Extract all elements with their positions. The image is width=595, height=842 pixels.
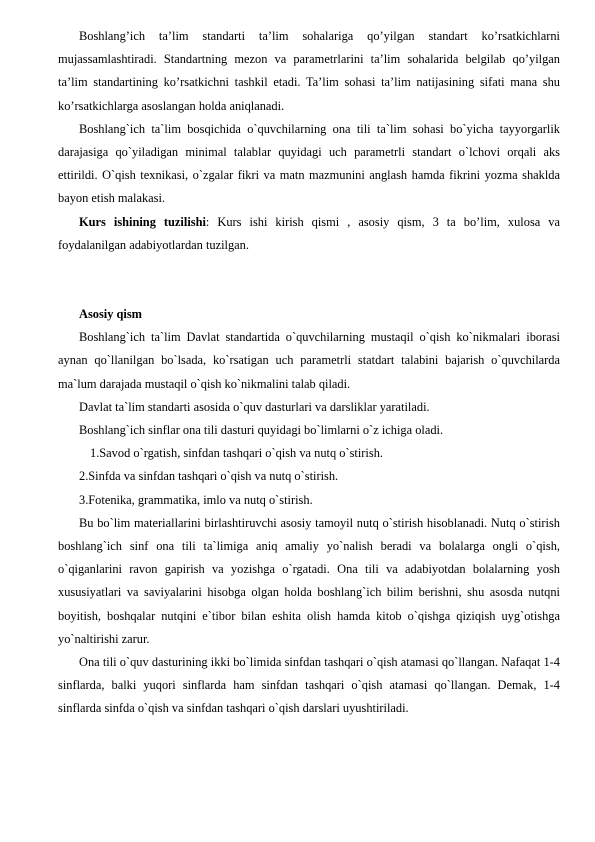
- document-page: [58, 25, 560, 721]
- paragraph-course-structure: [58, 211, 560, 257]
- course-structure-text: : Kurs ishi kirish qismi , asosiy qism, 3 ta bo’lim, xulosa va foydalanilgan adabiyotlardan tuzilgan.: [58, 214, 560, 252]
- paragraph-minimum-requirements: Boshlang`ich ta`lim bosqichida o`quvchilarning ona tili ta`lim sohasi bo`yicha tayyorgarlik darajasiga qo`yiladigan minimal talablar quyidagi uch parametrli standart o`lchovi orqali aks ettirildi. O`qish texnikasi, o`zgalar fikri va matn mazmunini anglash hamda fikrini yozma shaklda bayon etish malakasi.: [58, 121, 560, 206]
- list-item-2: 2.Sinfda va sinfdan tashqari o`qish va nutq o`stirish.: [79, 469, 339, 484]
- paragraph-standard-intro: Boshlang’ich ta’lim standarti ta’lim sohalariga qo’yilgan standart ko’rsatkichlarni mujassamlashtiradi. Standartning mezon va parametrlarini ta’lim sohalarida belgilab qo’yilgan ta’lim standartining ko’rsatkichni tashkil etadi. Ta’lim sohasi ta’lim natijasining sifati mana shu ko’rsatkichlarga asoslangan holda aniqlanadi.: [58, 29, 560, 113]
- paragraph-curricula: Davlat ta`lim standarti asosida o`quv dasturlari va darsliklar yaratiladi.: [79, 399, 430, 414]
- paragraph-independent-reading: Boshlang`ich ta`lim Davlat standartida o`quvchilarning mustaqil o`qish ko`nikmalari iborasi aynan qo`llanilgan bo`lsada, ko`rsatigan uch parametrli statdart talabini bajarish o`quvchilarda ma`lum darajada mustaqil o`qish ko`nikmalini talab qiladi.: [58, 330, 560, 391]
- list-item-1: 1.Savod o`rgatish, sinfdan tashqari o`qish va nutq o`stirish.: [90, 446, 383, 461]
- paragraph-extracurricular-reading: Ona tili o`quv dasturining ikki bo`limida sinfdan tashqari o`qish atamasi qo`llangan. Nafaqat 1-4 sinflarda, balki yuqori sinflarda ham sinfdan tashqari o`qish atamasi qo`llangan. Demak, 1-4 sinflarda sinfda o`qish va sinfdan tashqari o`qish darslari uyushtiriladi.: [58, 655, 560, 716]
- section-heading: Asosiy qism: [79, 307, 142, 322]
- course-structure-label: Kurs ishining tuzilishi: [79, 214, 206, 229]
- list-item-3: 3.Fotenika, grammatika, imlo va nutq o`stirish.: [79, 492, 313, 507]
- paragraph-speech-development: Bu bo`lim materiallarini birlashtiruvchi asosiy tamoyil nutq o`stirish hisoblanadi. Nutq o`stirish boshlang`ich sinf ona tili ta`limiga aniq amaliy yo`nalish beradi va bolalarga ongli o`qish, o`qiganlarini ravon gapirish va yozishga o`rgatadi. Ona tili va adabiyotdan bolalarning yosh xususiyatlari va saviyalarini hisobga olgan holda boshlang`ich bilim berishni, shu asosda nutqni boyitish, boshqalar nutqini e`tibor bilan eshita olish hamda kitob o`qishga qiziqish uyg`otishga yo`naltirishi zarur.: [58, 515, 560, 646]
- paragraph-sections-intro: Boshlang`ich sinflar ona tili dasturi quyidagi bo`limlarni o`z ichiga oladi.: [79, 423, 444, 438]
- section-gap: [58, 257, 560, 303]
